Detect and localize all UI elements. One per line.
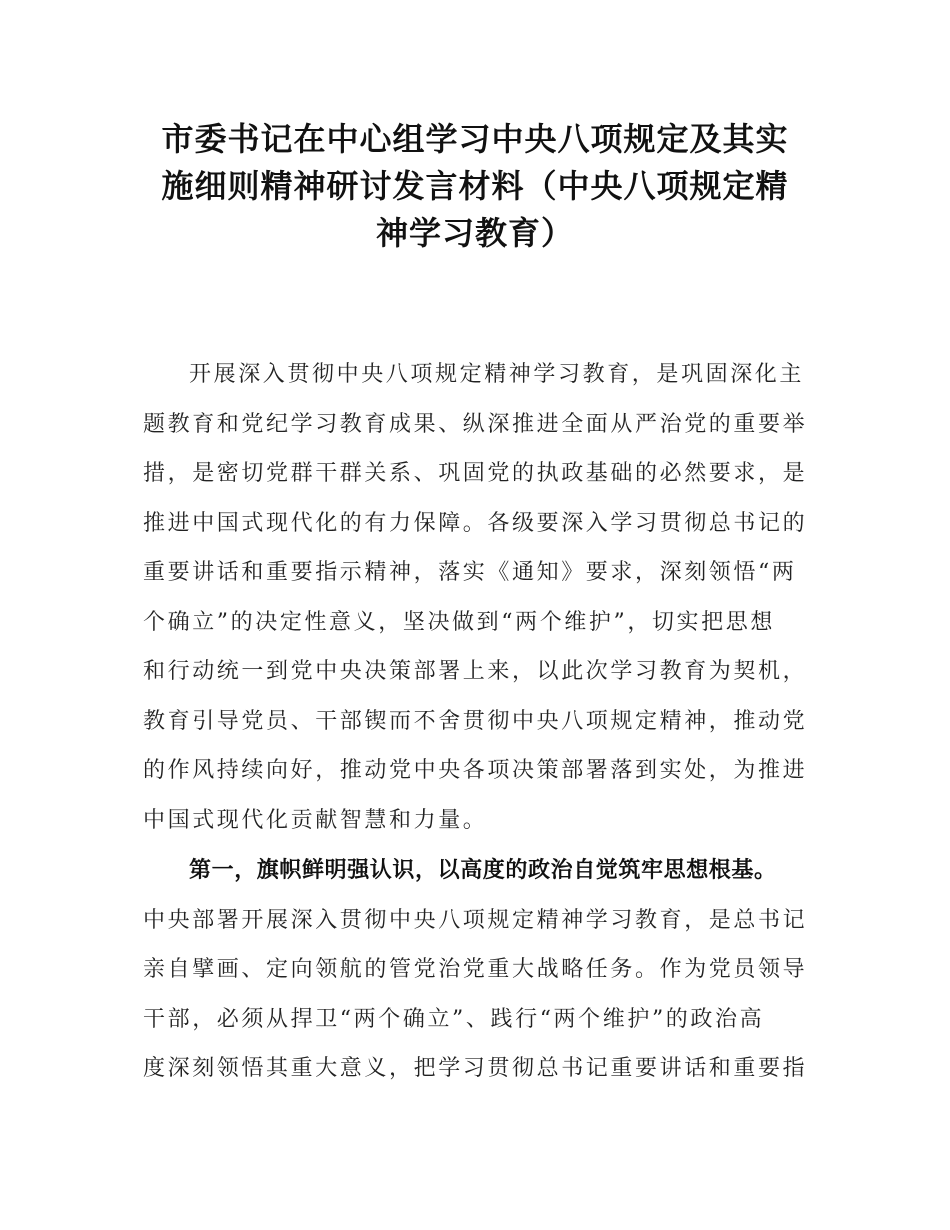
title-line: 神学习教育） (375, 214, 574, 252)
intro-paragraph (143, 350, 823, 845)
paragraph-line: 措，是密切党群干群关系、巩固党的执政基础的必然要求，是 (143, 461, 808, 486)
section-heading-line (143, 846, 823, 896)
section-one-paragraph (143, 846, 823, 1094)
paragraph-line: 干部，必须从捍卫“两个确立”、践行“两个维护”的政治高 (143, 1006, 765, 1032)
paragraph-line: 中国式现代化贡献智慧和力量。 (143, 807, 488, 833)
paragraph-line: 教育引导党员、干部锲而不舍贯彻中央八项规定精神，推动党 (143, 708, 808, 734)
paragraph-line: 重要讲话和重要指示精神，落实《通知》要求，深刻领悟“两 (143, 560, 797, 585)
paragraph-line: 度深刻领悟其重大意义，把学习贯彻总书记重要讲话和重要指 (143, 1056, 808, 1081)
paragraph-line: 和行动统一到党中央决策部署上来，以此次学习教育为契机， (143, 659, 808, 684)
paragraph-line: 亲自擘画、定向领航的管党治党重大战略任务。作为党员领导 (143, 957, 808, 982)
title-line: 市委书记在中心组学习中央八项规定及其实 (161, 120, 789, 158)
paragraph-line: 推进中国式现代化的有力保障。各级要深入学习贯彻总书记的 (143, 510, 808, 536)
paragraph-line: 题教育和党纪学习教育成果、纵深推进全面从严治党的重要举 (143, 411, 808, 437)
title-line: 施细则精神研讨发言材料（中央八项规定精 (161, 167, 789, 205)
document-title (130, 116, 820, 257)
paragraph-line: 中央部署开展深入贯彻中央八项规定精神学习教育，是总书记 (143, 907, 808, 933)
section-heading: 第一，旗帜鲜明强认识，以高度的政治自觉筑牢思想根基。 (189, 858, 777, 883)
paragraph-line: 开展深入贯彻中央八项规定精神学习教育，是巩固深化主 (189, 362, 805, 387)
paragraph-line: 个确立”的决定性意义，坚决做到“两个维护”，切实把思想 (143, 609, 775, 635)
paragraph-line: 的作风持续向好，推动党中央各项决策部署落到实处，为推进 (143, 758, 808, 783)
